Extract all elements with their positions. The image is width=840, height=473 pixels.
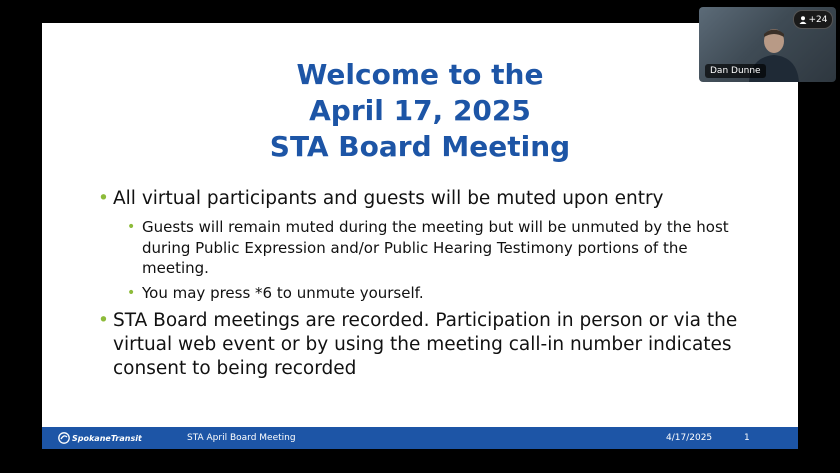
logo-text: SpokaneTransit: [72, 433, 142, 443]
slide: [42, 23, 798, 449]
participants-count: +24: [808, 14, 828, 25]
slide-title: [42, 57, 798, 165]
participant-name-label: Dan Dunne: [705, 64, 766, 78]
title-line-2: April 17, 2025: [309, 94, 531, 127]
title-line-1: Welcome to the: [296, 58, 544, 91]
bullet-recorded: • STA Board meetings are recorded. Participation in person or via the virtual web event or by using the meeting call-in number indicates consent to being recorded: [98, 309, 758, 381]
person-icon: [799, 16, 807, 24]
title-line-3: STA Board Meeting: [269, 130, 571, 163]
participants-count-button[interactable]: [793, 10, 833, 29]
footer-page-number: 1: [744, 433, 750, 443]
spokane-transit-logo: [58, 432, 142, 444]
footer-title: STA April Board Meeting: [187, 433, 296, 443]
bullet-list: [98, 187, 758, 387]
sub-bullet-guests-muted: • Guests will remain muted during the meeting but will be unmuted by the host during Public Expression and/or Public Hearing Testimony portions of the meeting.: [127, 217, 758, 279]
spokane-transit-logo-icon: [58, 432, 70, 444]
slide-footer: [42, 427, 798, 449]
sub-bullet-unmute: • You may press *6 to unmute yourself.: [127, 283, 758, 304]
bullet-muted-entry: • All virtual participants and guests will be muted upon entry: [98, 187, 758, 211]
footer-date: 4/17/2025: [666, 433, 713, 443]
